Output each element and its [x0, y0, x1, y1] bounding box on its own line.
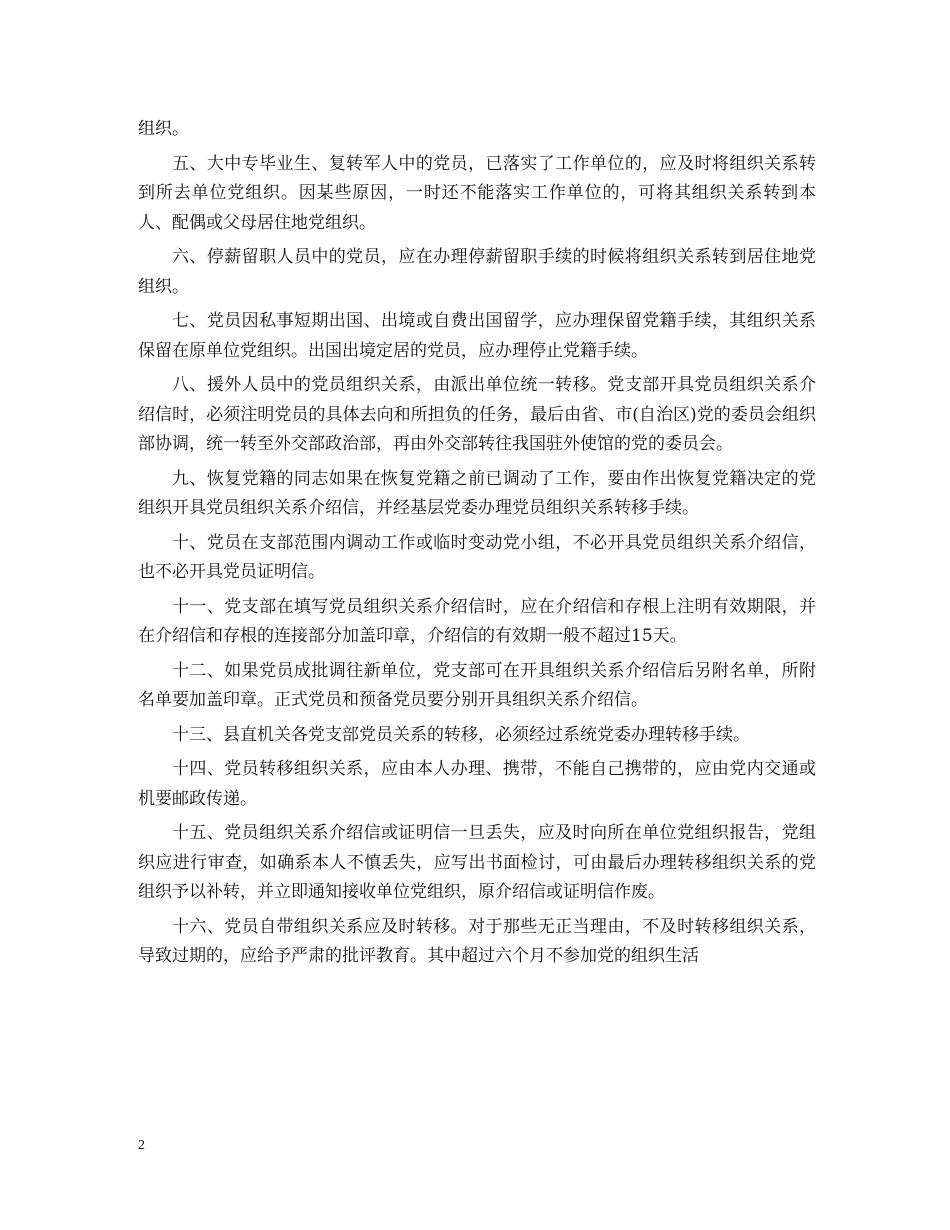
paragraph-item-10: 十、党员在支部范围内调动工作或临时变动党小组，不必开具党员组织关系介绍信，也不必开具党员证明信。	[138, 532, 816, 582]
page-number: 2	[138, 1138, 145, 1153]
paragraph-item-7: 七、党员因私事短期出国、出境或自费出国留学，应办理保留党籍手续，其组织关系保留在原单位党组织。出国出境定居的党员，应办理停止党籍手续。	[138, 311, 816, 361]
paragraph-item-16: 十六、党员自带组织关系应及时转移。对于那些无正当理由，不及时转移组织关系，导致过期的，应给予严肃的批评教育。其中超过六个月不参加党的组织生活	[138, 916, 816, 966]
paragraph-item-8: 八、援外人员中的党员组织关系，由派出单位统一转移。党支部开具党员组织关系介绍信时，必须注明党员的具体去向和所担负的任务，最后由省、市(自治区)党的委员会组织部协调，统一转至外交部政治部，再由外交部转往我国驻外使馆的党的委员会。	[138, 375, 816, 454]
paragraph-item-11: 十一、党支部在填写党员组织关系介绍信时，应在介绍信和存根上注明有效期限，并在介绍信和存根的连接部分加盖印章，介绍信的有效期一般不超过15天。	[138, 596, 816, 646]
paragraph-item-15: 十五、党员组织关系介绍信或证明信一旦丢失，应及时向所在单位党组织报告，党组织应进行审查，如确系本人不慎丢失，应写出书面检讨，可由最后办理转移组织关系的党组织予以补转，并立即通知接收单位党组织，原介绍信或证明信作废。	[138, 823, 816, 902]
paragraph-item-12: 十二、如果党员成批调往新单位，党支部可在开具组织关系介绍信后另附名单，所附名单要加盖印章。正式党员和预备党员要分别开具组织关系介绍信。	[138, 660, 816, 710]
paragraph-item-13: 十三、县直机关各党支部党员关系的转移，必须经过系统党委办理转移手续。	[172, 724, 750, 745]
paragraph-item-14: 十四、党员转移组织关系，应由本人办理、携带，不能自己携带的，应由党内交通或机要邮政传递。	[138, 759, 816, 809]
paragraph-item-9: 九、恢复党籍的同志如果在恢复党籍之前已调动了工作，要由作出恢复党籍决定的党组织开具党员组织关系介绍信，并经基层党委办理党员组织关系转移手续。	[138, 468, 816, 518]
document-body	[138, 115, 816, 977]
paragraph-item-5: 五、大中专毕业生、复转军人中的党员，已落实了工作单位的，应及时将组织关系转到所去单位党组织。因某些原因，一时还不能落实工作单位的，可将其组织关系转到本人、配偶或父母居住地党组织。	[138, 153, 816, 233]
paragraph-item-6: 六、停薪留职人员中的党员，应在办理停薪留职手续的时候将组织关系转到居住地党组织。	[138, 247, 816, 297]
paragraph-continuation: 组织。	[138, 119, 189, 139]
